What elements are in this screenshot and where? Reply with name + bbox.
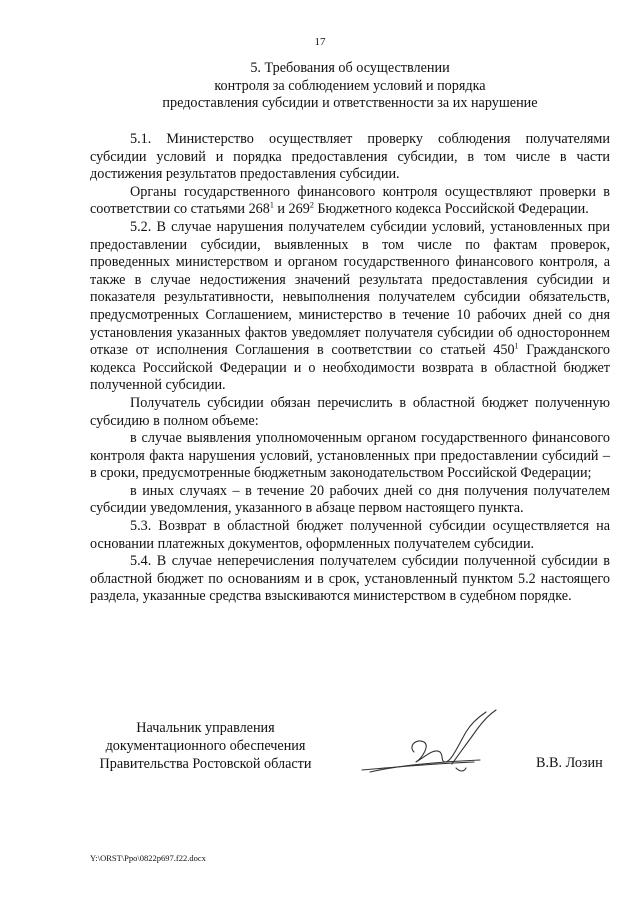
heading-line-2: контроля за соблюдением условий и порядка bbox=[214, 77, 486, 94]
paragraph-refund-obligation: Получатель субсидии обязан перечислить в областной бюджет полученную субсидию в полном объеме: bbox=[90, 394, 610, 429]
signer-name: В.В. Лозин bbox=[536, 755, 603, 771]
signer-title-line-2: документационного обеспечения bbox=[105, 738, 306, 754]
paragraph-text: Бюджетного кодекса Российской Федерации. bbox=[313, 201, 589, 218]
heading-line-1: 5. Требования об осуществлении bbox=[250, 60, 450, 76]
signer-title bbox=[88, 719, 323, 773]
superscript: 2 bbox=[309, 200, 314, 210]
section-heading bbox=[90, 60, 610, 113]
paragraph-text: Органы государственного финансового контроля осуществляют проверки в соответствии со статьями 268 bbox=[90, 183, 610, 218]
paragraph-refund-case-1: в случае выявления уполномоченным органом государственного финансового контроля факта нарушения условий, установленных при предоставлении субсидий – в сроки, предусмотренные бюджетным законодательством Российской Федерации; bbox=[90, 430, 610, 482]
superscript: 1 bbox=[269, 200, 274, 210]
paragraph-text: 5.2. В случае нарушения получателем субсидии условий, установленных при предоставлении субсидии, выявленных в том числе по фактам проверок, проведенных министерством и органом государственного финансового контроля, а также в случае недостижения значений результата предоставления субсидии и показателя результативности, невыполнения получателем субсидии обязательств, предусмотренных Соглашением, министерство в течение 10 рабочих дней со дня установления указанных фактов уведомляет получателя субсидии об одностороннем отказе от исполнения Соглашения в соответствии со статьей 450 bbox=[90, 218, 610, 359]
paragraph-text: Гражданского кодекса Российской Федерации и о необходимости возврата в областной бюджет полученной субсидии. bbox=[90, 342, 610, 394]
paragraph-5-1: 5.1. Министерство осуществляет проверку соблюдения получателями субсидии условий и порядка предоставления субсидии, в том числе в части достижения результатов предоставления субсидии. bbox=[90, 131, 610, 183]
paragraph-5-4: 5.4. В случае неперечисления получателем субсидии полученной субсидии в областной бюджет по основаниям и в срок, установленный пунктом 5.2 настоящего раздела, указанные средства взыскиваются министерством в судебном порядке. bbox=[90, 553, 610, 605]
paragraph-5-3: 5.3. Возврат в областной бюджет полученной субсидии осуществляется на основании платежных документов, оформленных получателем субсидии. bbox=[90, 518, 610, 552]
document-body bbox=[90, 131, 610, 606]
file-path: Y:\ORST\Ppo\0822p697.f22.docx bbox=[90, 853, 206, 863]
superscript: 1 bbox=[514, 341, 519, 351]
signer-title-line-1: Начальник управления bbox=[136, 720, 275, 736]
paragraph-refund-case-2: в иных случаях – в течение 20 рабочих дней со дня получения получателем субсидии уведомления, указанного в абзаце первом настоящего пункта. bbox=[90, 482, 610, 517]
paragraph-text: и 269 bbox=[273, 201, 310, 218]
paragraph-financial-control bbox=[90, 184, 610, 219]
handwritten-signature bbox=[356, 706, 506, 786]
heading-line-3: предоставления субсидии и ответственности за их нарушение bbox=[162, 95, 538, 111]
paragraph-5-2 bbox=[90, 219, 610, 395]
signer-title-line-3: Правительства Ростовской области bbox=[99, 756, 312, 772]
page-number: 17 bbox=[314, 36, 326, 48]
